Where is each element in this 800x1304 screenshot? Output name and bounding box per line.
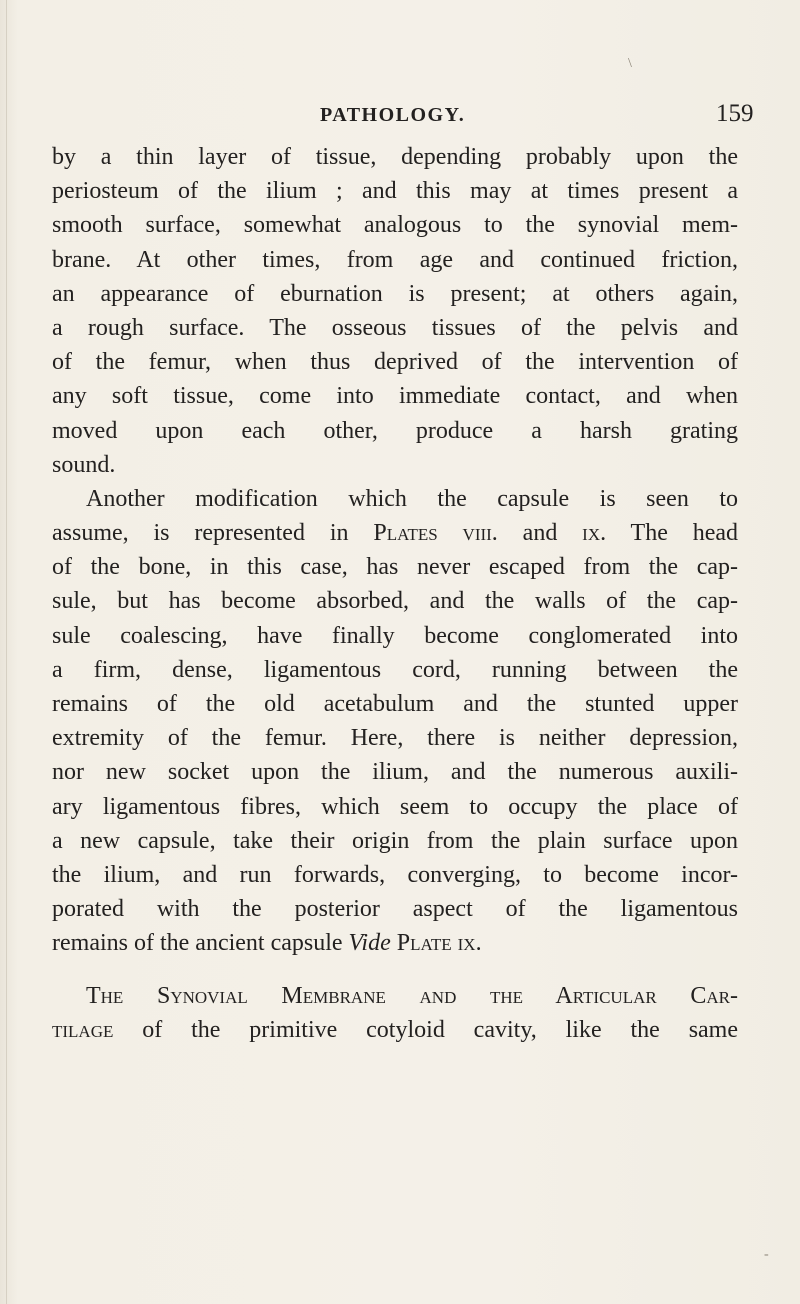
page-edge-shadow — [6, 0, 7, 1304]
bottom-tick-mark: - — [764, 1247, 769, 1262]
text-line: a new capsule, take their origin from the plain surface upon — [52, 827, 738, 854]
text-line: brane. At other times, from age and continued friction, — [52, 246, 738, 273]
text-line: tilage of the primitive cotyloid cavity, like the same — [52, 1016, 738, 1043]
text-line: the ilium, and run forwards, converging, to become incor- — [52, 861, 738, 888]
text-line: extremity of the femur. Here, there is neither depression, — [52, 725, 738, 752]
text-line: periosteum of the ilium ; and this may at times present a — [52, 178, 738, 205]
running-head: PATHOLOGY. — [320, 104, 466, 126]
page-header — [0, 100, 800, 134]
text-line: moved upon each other, produce a harsh grating — [52, 417, 738, 444]
text-line: an appearance of eburnation is present; at others again, — [52, 280, 738, 307]
text-line: of the femur, when thus deprived of the intervention of — [52, 349, 738, 376]
text-line: any soft tissue, come into immediate contact, and when — [52, 383, 738, 410]
text-line: nor new socket upon the ilium, and the numerous auxili- — [52, 759, 738, 786]
text-line: assume, is represented in Plates viii. and ix. The head — [52, 520, 739, 547]
body-text — [52, 140, 738, 1047]
text-line: a firm, dense, ligamentous cord, running between the — [52, 656, 738, 683]
text-line: Another modification which the capsule is seen to — [86, 485, 738, 512]
text-line: a rough surface. The osseous tissues of the pelvis and — [52, 314, 738, 341]
top-tick-mark: \ — [628, 56, 632, 71]
text-line: of the bone, in this case, has never escaped from the cap- — [52, 554, 738, 581]
text-line: ary ligamentous fibres, which seem to occupy the place of — [52, 793, 738, 820]
text-line: sule, but has become absorbed, and the walls of the cap- — [52, 588, 738, 615]
text-line: smooth surface, somewhat analogous to the synovial mem- — [52, 212, 738, 239]
text-line: remains of the ancient capsule Vide Plate ix. — [52, 930, 482, 957]
text-line: remains of the old acetabulum and the stunted upper — [52, 691, 738, 717]
text-line: The Synovial Membrane and the Articular Car- — [86, 982, 738, 1009]
text-line: porated with the posterior aspect of the ligamentous — [52, 896, 738, 923]
text-line: by a thin layer of tissue, depending probably upon the — [52, 144, 738, 170]
page-number: 159 — [716, 100, 754, 127]
paragraph-gap — [52, 961, 738, 979]
text-line: sule coalescing, have finally become conglomerated into — [52, 622, 738, 649]
text-line: sound. — [52, 451, 116, 478]
